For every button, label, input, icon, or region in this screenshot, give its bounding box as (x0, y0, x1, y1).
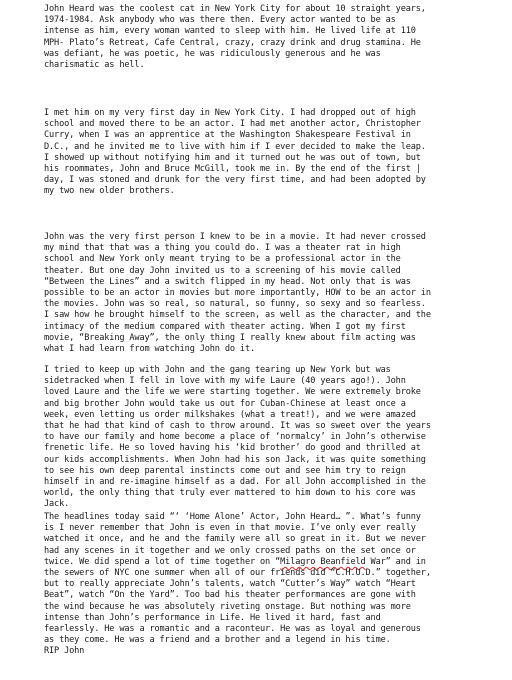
paragraph-headlines (44, 512, 494, 646)
paragraph-headlines-part-1: The headlines today said “‘ ‘Home Alone’ Actor, John Heard… ”. What’s funny is I never remember that John is even in that movie. I’ve only ever really watched it once, and he and the family were all so great in it. But we never had any scenes in it together and we only crossed paths on the set once or twice. We did spend a lot of time together on “ (44, 512, 426, 567)
paragraph-family: I tried to keep up with John and the gang tearing up New York but was sidetracked when I fell in love with my wife Laure (40 years ago!). John loved Laure and the life we were starting together. We were extremely broke and big brother John would take us out for Cuban-Chinese at least once a week, even letting us order milkshakes (what a treat!), and we were amazed that he had that kind of cash to throw around. It was so sweet over the years to have our family and home become a place of ‘normalcy’ in John’s otherwise frenetic life. He so loved having his ‘kid brother’ do good and thrilled at our kids accomplishments. When John had his son Jack, it was quite something to see his own deep parental instincts come out and see him try to reign himself in and re-imagine himself as a dad. For all John accomplished in the world, the only thing that truly ever mattered to him down to his core was Jack. (44, 365, 431, 510)
paragraph-first-movie: John was the very first person I knew to be in a movie. It had never crossed my mind that that was a thing you could do. I was a theater rat in high school and New York only meant trying to be a professional actor in the theater. But one day John invited us to a screening of his movie called “Between the Lines” and a switch flipped in my head. Not only that is was possible to be an actor in movies but more importantly, HOW to be an actor in the movies. John was so real, so natural, so funny, so sexy and so fearless. I saw how he brought himself to the screen, as well as the character, and the intimacy of the medium compared with theater acting. When I got my first movie, “Breaking Away”, the only thing I really knew about film acting was what I had learn from watching John do it. (44, 232, 431, 355)
paragraph-headlines-part-2: War” and in the sewers of NYC one summer when all of our friends did “C.H.U.D.” together, but to really appreciate John’s talents, watch “Cutter’s Way” watch “Heart Beat”, watch “On the Yard”. Too bad his theater performances are gone with the wind because he was absolutely riveting onstage. But nothing was more intense than John’s performance in Life. He lived it hard, fast and fearlessly. He was a romantic and a raconteur. He was as loyal and generous as they come. He was a friend and a brother and a legend in his time. (44, 556, 431, 646)
paragraph-first-day: I met him on my very first day in New York City. I had dropped out of high school and moved there to be an actor. I had met another actor, Christopher Curry, when I was an apprentice at the Washington Shakespeare Festival in D.C., and he invited me to live with him if I ever decided to make the leap. I showed up without notifying him and it turned out he was out of town, but his roommates, John and Bruce McGill, took me in. By the end of the first | day, I was stoned and drunk for the very first time, and had been adopted by my two new older brothers. (44, 108, 426, 197)
paragraph-intro: John Heard was the coolest cat in New York City for about 10 straight years, 1974-1984. Ask anybody who was there then. Every actor wanted to be as intense as him, every woman wanted to sleep with him. He lived life at 110 MPH- Plato’s Retreat, Cafe Central, crazy, crazy drink and drug stamina. He was defiant, he was poetic, he was ridiculously generous and he was charismatic as hell. (44, 4, 426, 71)
spellcheck-flagged-word: Milagro Beanfield (280, 556, 366, 567)
signature: RIP John (44, 646, 85, 656)
